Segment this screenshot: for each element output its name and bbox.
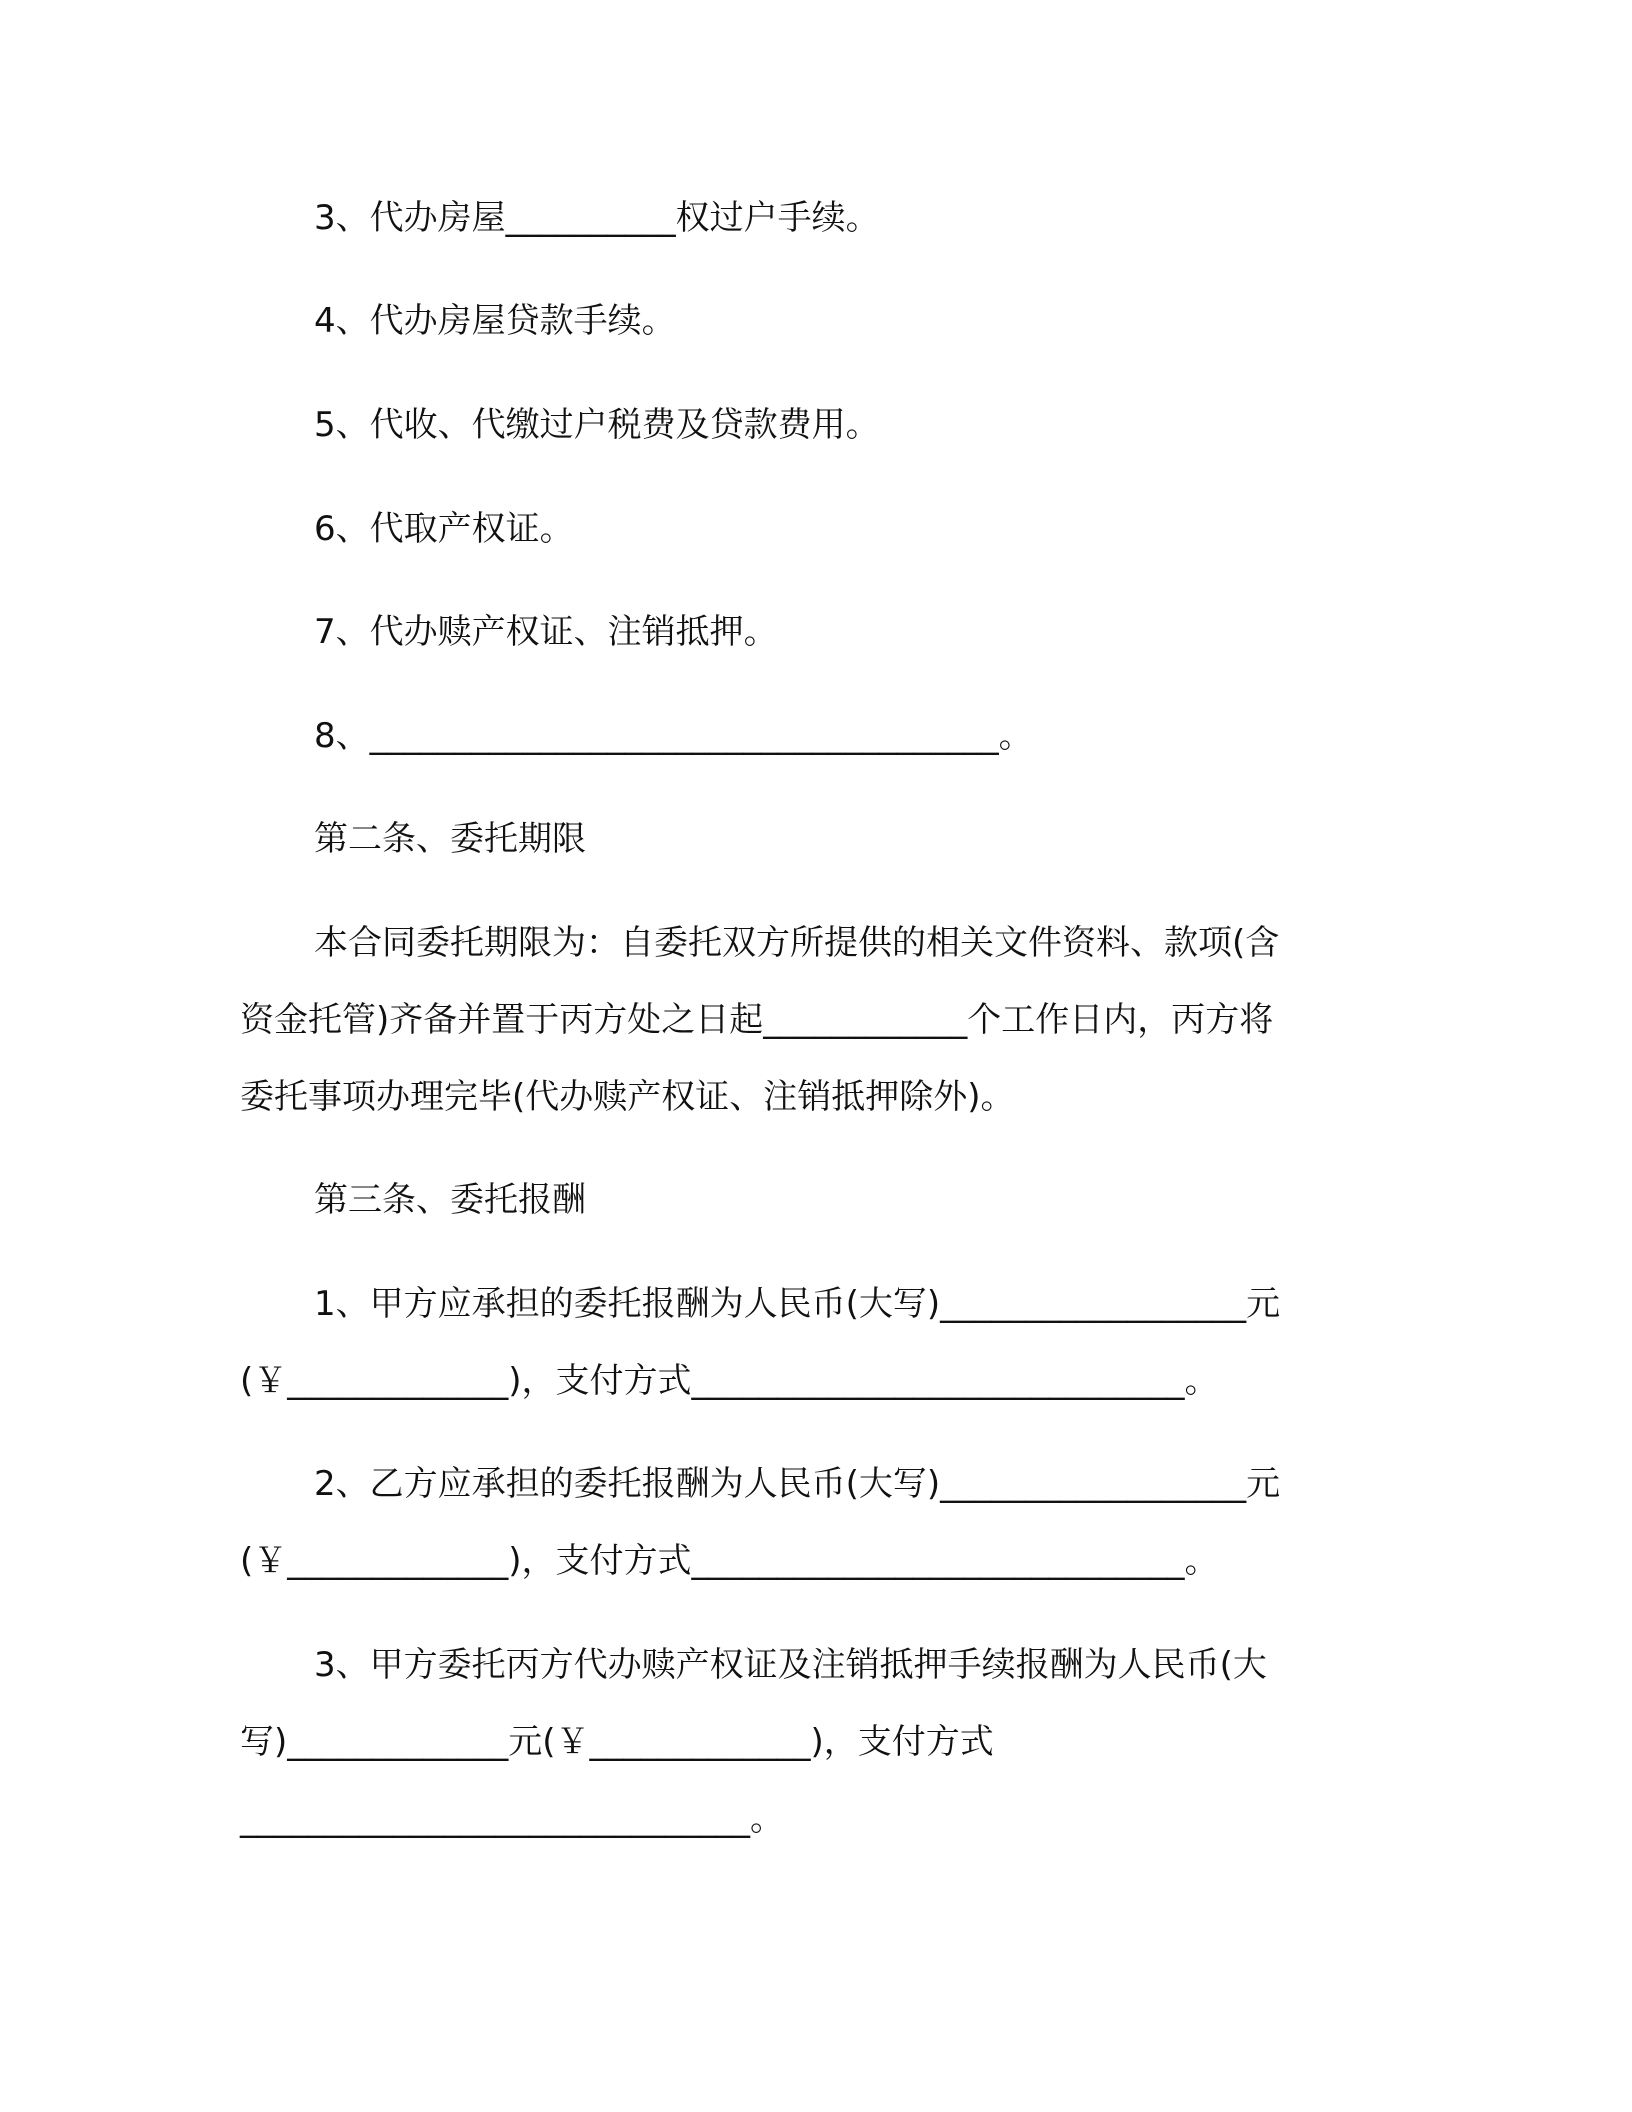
item-4-loan: 4、代办房屋贷款手续。: [314, 301, 676, 341]
item-8-blank: 8、_____________________________________。: [314, 716, 1033, 756]
fee-item-3-line-2: 写)_____________元(￥_____________)，支付方式: [240, 1722, 994, 1762]
term-paragraph-line-2: 资金托管)齐备并置于丙方处之日起____________个工作日内，丙方将: [240, 1000, 1274, 1040]
section-heading-fee: 第三条、委托报酬: [314, 1180, 586, 1220]
item-7-redeem: 7、代办赎产权证、注销抵押。: [314, 612, 778, 652]
fee-item-1-line-1: 1、甲方应承担的委托报酬为人民币(大写)__________________元: [314, 1284, 1281, 1324]
item-5-fees: 5、代收、代缴过户税费及贷款费用。: [314, 405, 880, 445]
fee-item-1-line-2: (￥_____________)，支付方式_____________________________。: [240, 1361, 1219, 1401]
section-heading-term: 第二条、委托期限: [314, 819, 586, 859]
term-paragraph-line-1: 本合同委托期限为：自委托双方所提供的相关文件资料、款项(含: [314, 923, 1280, 963]
item-6-certificate: 6、代取产权证。: [314, 509, 574, 549]
fee-item-2-line-2: (￥_____________)，支付方式_____________________________。: [240, 1541, 1219, 1581]
term-paragraph-line-3: 委托事项办理完毕(代办赎产权证、注销抵押除外)。: [240, 1077, 1015, 1117]
fee-item-3-line-3: ______________________________。: [240, 1799, 784, 1839]
fee-item-3-line-1: 3、甲方委托丙方代办赎产权证及注销抵押手续报酬为人民币(大: [314, 1645, 1267, 1685]
fee-item-2-line-1: 2、乙方应承担的委托报酬为人民币(大写)__________________元: [314, 1464, 1281, 1504]
item-3-transfer: 3、代办房屋__________权过户手续。: [314, 198, 880, 238]
